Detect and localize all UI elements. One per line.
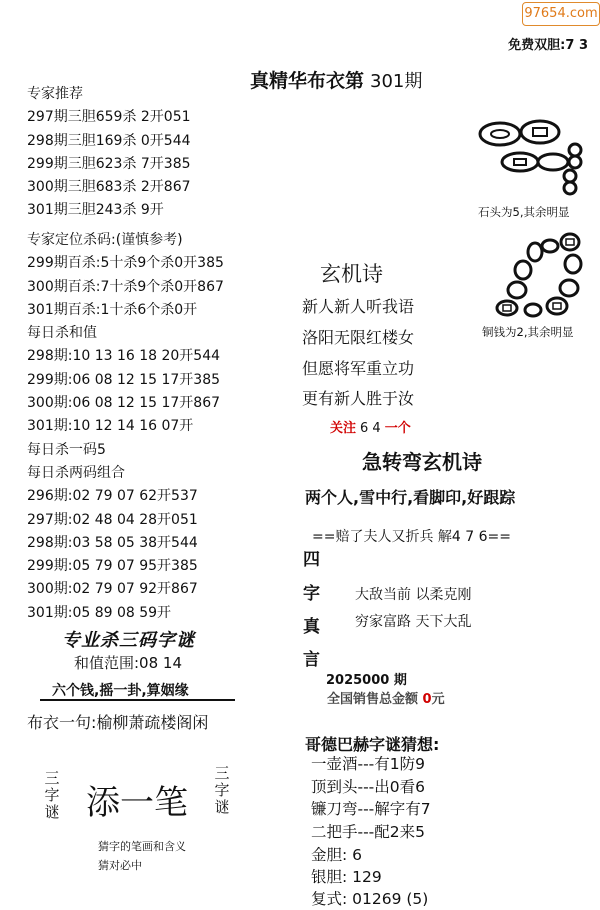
copper-coins-picture xyxy=(495,230,590,322)
poem-line: 新人新人听我语 xyxy=(302,297,415,316)
brain-teaser-line: 两个人,雪中行,看脚印,好跟踪 xyxy=(305,488,516,507)
daily-two-line: 300期:02 79 07 92开867 xyxy=(27,581,198,598)
daily-two-line: 299期:05 79 07 95开385 xyxy=(27,558,198,575)
riddle-hint-2: 猜对必中 xyxy=(98,859,142,872)
sales-unit: 元 xyxy=(431,692,445,707)
sizi-char: 言 xyxy=(303,650,320,670)
stone-caption: 石头为5,其余明显 xyxy=(478,205,570,219)
sizi-char: 真 xyxy=(303,617,320,637)
page-title xyxy=(250,66,422,93)
silver-dan: 银胆: 129 xyxy=(311,868,382,886)
gold-dan: 金胆: 6 xyxy=(311,846,363,864)
position-kill-line: 299期百杀:5十杀9个杀0开385 xyxy=(27,255,224,272)
compound: 复式: 01269 (5) xyxy=(311,890,429,908)
brain-teaser-title: 急转弯玄机诗 xyxy=(362,450,482,474)
goldbach-line: 顶到头---出0看6 xyxy=(311,778,426,796)
daily-two-heading: 每日杀两码组合 xyxy=(27,464,125,481)
expert-line: 300期三胆683杀 2开867 xyxy=(27,179,191,196)
free-pick: 免费双胆:7 3 xyxy=(508,38,588,53)
goldbach-line: 二把手---配2来5 xyxy=(311,823,426,841)
daily-two-line: 297期:02 48 04 28开051 xyxy=(27,511,198,528)
daily-sum-line: 300期:06 08 12 15 17开867 xyxy=(27,395,221,412)
right-vertical-label: 三字谜 xyxy=(214,764,230,816)
stone-coins-picture xyxy=(478,112,588,202)
expert-section xyxy=(27,83,191,223)
sizi-char: 四 xyxy=(303,550,320,570)
riddle-hint: 猜字的笔画和含义 xyxy=(98,840,186,853)
sizi-line-2: 穷家富路 天下大乱 xyxy=(355,614,472,630)
sizi-line-1: 大敌当前 以柔克刚 xyxy=(355,587,472,603)
xuanji-title: 玄机诗 xyxy=(320,262,383,286)
focus-line xyxy=(330,417,411,436)
goldbach-line: 一壶酒---有1防9 xyxy=(311,755,426,773)
sizi-char: 字 xyxy=(303,584,320,604)
riddle-big-text: 添一笔 xyxy=(86,783,188,823)
focus-label: 关注 xyxy=(330,421,357,436)
daily-one: 每日杀一码5 xyxy=(27,441,106,458)
expert-heading: 专家推荐 xyxy=(27,86,83,102)
left-vertical-label: 三字谜 xyxy=(44,769,60,821)
divider xyxy=(40,699,235,701)
brain-teaser-answer: ==赔了夫人又折兵 解4 7 6== xyxy=(312,529,511,545)
watermark: 97654.com xyxy=(522,2,600,26)
focus-suffix: 一个 xyxy=(384,421,411,436)
expert-line: 299期三胆623杀 7开385 xyxy=(27,155,191,172)
pro-riddle-title: 专业杀三码字谜 xyxy=(62,630,195,651)
sum-range: 和值范围:08 14 xyxy=(74,654,182,672)
buyi-line: 布衣一句:榆柳萧疏楼阁闲 xyxy=(27,713,209,732)
position-kill-section xyxy=(27,229,224,625)
daily-sum-line: 301期:10 12 14 16 07开 xyxy=(27,418,194,435)
title-text: 真精华布衣第 xyxy=(250,70,365,92)
sales-line xyxy=(327,688,445,707)
expert-line: 297期三胆659杀 2开051 xyxy=(27,109,191,126)
focus-value: 6 4 xyxy=(360,421,381,436)
poem-line: 但愿将军重立功 xyxy=(302,359,415,378)
issue-number: 301期 xyxy=(370,71,423,92)
coin-caption: 铜钱为2,其余明显 xyxy=(482,325,574,339)
position-kill-line: 300期百杀:7十杀9个杀0开867 xyxy=(27,278,224,295)
daily-sum-line: 299期:06 08 12 15 17开385 xyxy=(27,371,221,388)
expert-line: 301期三胆243杀 9开 xyxy=(27,202,164,219)
goldbach-title: 哥德巴赫字谜猜想: xyxy=(305,735,440,754)
position-kill-line: 301期百杀:1十杀6个杀0开 xyxy=(27,301,198,318)
daily-sum-line: 298期:10 13 16 18 20开544 xyxy=(27,348,221,365)
daily-two-line: 298期:03 58 05 38开544 xyxy=(27,534,198,551)
daily-two-line: 301期:05 89 08 59开 xyxy=(27,604,172,621)
daily-sum-heading: 每日杀和值 xyxy=(27,325,97,342)
position-kill-heading: 专家定位杀码:(谨慎参考) xyxy=(27,232,183,248)
sales-amount: 0 xyxy=(422,692,432,707)
six-coins-line: 六个钱,摇一卦,算姻缘 xyxy=(52,683,189,699)
sales-label: 全国销售总金额 xyxy=(327,692,419,707)
poem-line: 洛阳无限红楼女 xyxy=(302,328,415,347)
sales-issue: 2025000 期 xyxy=(326,673,407,688)
goldbach-line: 镰刀弯---解字有7 xyxy=(311,800,431,818)
expert-line: 298期三胆169杀 0开544 xyxy=(27,132,191,149)
daily-two-line: 296期:02 79 07 62开537 xyxy=(27,488,198,505)
poem-line: 更有新人胜于汝 xyxy=(302,389,415,408)
